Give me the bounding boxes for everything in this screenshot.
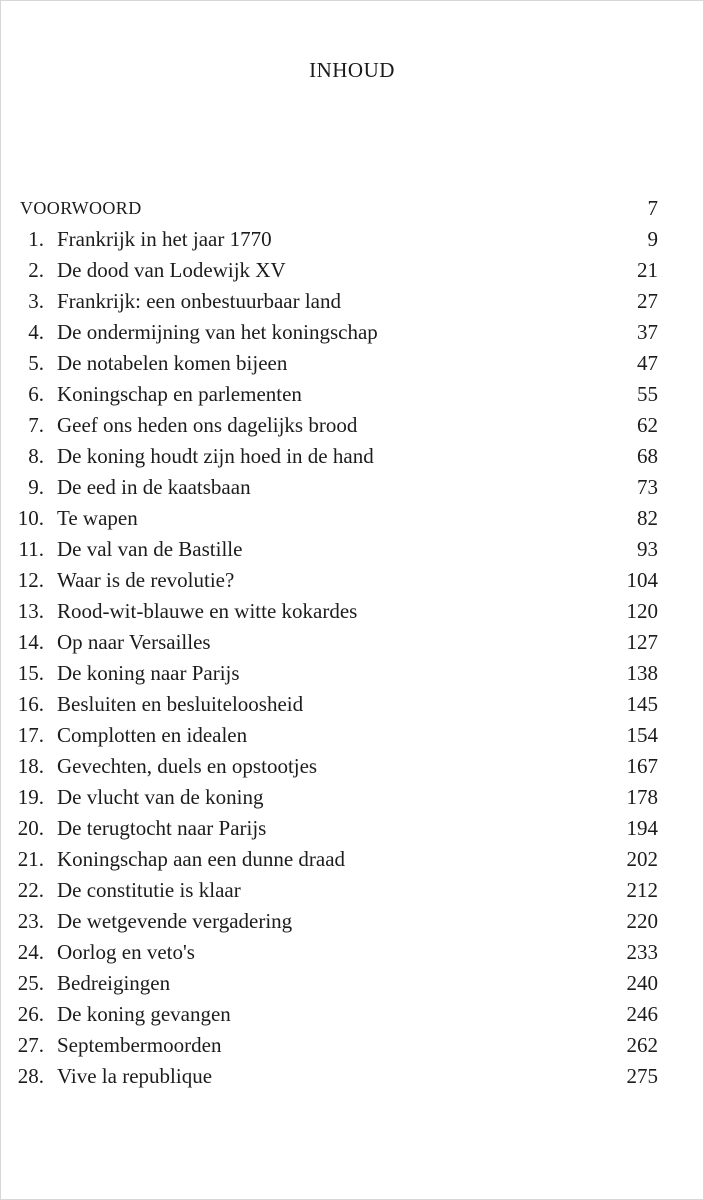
chapter-title: De wetgevende vergadering (57, 909, 293, 933)
chapter-title: Op naar Versailles (57, 630, 211, 654)
chapter-page-number: 127 (626, 630, 658, 654)
chapter-title: De constitutie is klaar (57, 878, 241, 902)
toc-chapter-row (17, 999, 658, 1030)
toc-chapter-row (17, 689, 658, 720)
chapter-title: De koning houdt zijn hoed in de hand (57, 444, 374, 468)
chapter-page-number: 154 (626, 723, 658, 747)
chapter-page-number: 21 (637, 258, 658, 282)
chapter-number: 25. (17, 971, 44, 995)
chapter-page-number: 212 (626, 878, 658, 902)
chapter-number: 27. (17, 1033, 44, 1057)
chapter-title: Koningschap en parlementen (57, 382, 302, 406)
chapter-title: Complotten en idealen (57, 723, 248, 747)
toc-chapter-row (17, 720, 658, 751)
toc-chapter-row (17, 379, 658, 410)
toc-chapter-row (17, 1030, 658, 1061)
chapter-page-number: 120 (626, 599, 658, 623)
chapter-page-number: 194 (626, 816, 658, 840)
toc-chapter-row (17, 286, 658, 317)
chapter-number: 6. (28, 382, 44, 406)
chapter-page-number: 220 (626, 909, 658, 933)
foreword-page-number: 7 (647, 196, 658, 220)
chapter-number: 22. (17, 878, 44, 902)
chapter-page-number: 104 (626, 568, 658, 592)
toc-chapter-row (17, 503, 658, 534)
chapter-title: Oorlog en veto's (57, 940, 195, 964)
chapter-title: De eed in de kaatsbaan (57, 475, 251, 499)
chapter-page-number: 262 (626, 1033, 658, 1057)
toc-chapter-row (17, 317, 658, 348)
chapter-list (17, 224, 658, 1092)
table-of-contents (17, 193, 658, 1092)
chapter-page-number: 246 (626, 1002, 658, 1026)
chapter-title: Gevechten, duels en opstootjes (57, 754, 318, 778)
chapter-page-number: 178 (626, 785, 658, 809)
chapter-title: De notabelen komen bijeen (57, 351, 288, 375)
toc-chapter-row (17, 751, 658, 782)
chapter-title: Frankrijk in het jaar 1770 (57, 227, 272, 251)
toc-chapter-row (17, 410, 658, 441)
chapter-number: 20. (17, 816, 44, 840)
chapter-page-number: 275 (626, 1064, 658, 1088)
toc-chapter-row (17, 782, 658, 813)
chapter-page-number: 202 (626, 847, 658, 871)
chapter-number: 3. (28, 289, 44, 313)
toc-chapter-row (17, 844, 658, 875)
toc-chapter-row (17, 255, 658, 286)
chapter-title: Te wapen (57, 506, 138, 530)
chapter-page-number: 167 (626, 754, 658, 778)
toc-chapter-row (17, 658, 658, 689)
chapter-title: De dood van Lodewijk XV (57, 258, 286, 282)
chapter-title: Septembermoorden (57, 1033, 222, 1057)
toc-chapter-row (17, 596, 658, 627)
chapter-number: 14. (17, 630, 44, 654)
chapter-title: De vlucht van de koning (57, 785, 264, 809)
chapter-page-number: 62 (637, 413, 658, 437)
chapter-title: Rood-wit-blauwe en witte kokardes (57, 599, 358, 623)
chapter-title: Vive la republique (57, 1064, 213, 1088)
chapter-page-number: 27 (637, 289, 658, 313)
toc-chapter-row (17, 472, 658, 503)
chapter-title: Besluiten en besluiteloosheid (57, 692, 304, 716)
chapter-number: 4. (28, 320, 44, 344)
toc-chapter-row (17, 441, 658, 472)
toc-foreword-row (17, 193, 658, 224)
toc-chapter-row (17, 937, 658, 968)
chapter-number: 15. (17, 661, 44, 685)
toc-chapter-row (17, 224, 658, 255)
chapter-number: 23. (17, 909, 44, 933)
chapter-title: De koning naar Parijs (57, 661, 240, 685)
chapter-title: Koningschap aan een dunne draad (57, 847, 346, 871)
chapter-page-number: 9 (647, 227, 658, 251)
toc-chapter-row (17, 968, 658, 999)
chapter-title: De terugtocht naar Parijs (57, 816, 267, 840)
toc-chapter-row (17, 875, 658, 906)
chapter-title: De ondermijning van het koningschap (57, 320, 378, 344)
chapter-page-number: 55 (637, 382, 658, 406)
chapter-number: 5. (28, 351, 44, 375)
chapter-page-number: 68 (637, 444, 658, 468)
chapter-number: 12. (17, 568, 44, 592)
chapter-page-number: 37 (637, 320, 658, 344)
page-title: INHOUD (309, 58, 395, 82)
toc-chapter-row (17, 813, 658, 844)
chapter-page-number: 93 (637, 537, 658, 561)
toc-chapter-row (17, 906, 658, 937)
chapter-title: De koning gevangen (57, 1002, 231, 1026)
toc-chapter-row (17, 534, 658, 565)
chapter-number: 26. (17, 1002, 44, 1026)
chapter-number: 11. (18, 537, 44, 561)
chapter-number: 8. (28, 444, 44, 468)
chapter-number: 21. (17, 847, 44, 871)
chapter-title: Waar is de revolutie? (57, 568, 235, 592)
chapter-page-number: 82 (637, 506, 658, 530)
chapter-title: Geef ons heden ons dagelijks brood (57, 413, 358, 437)
toc-chapter-row (17, 1061, 658, 1092)
chapter-number: 19. (17, 785, 44, 809)
chapter-number: 17. (17, 723, 44, 747)
chapter-title: Frankrijk: een onbestuurbaar land (57, 289, 341, 313)
chapter-number: 10. (17, 506, 44, 530)
toc-chapter-row (17, 627, 658, 658)
chapter-page-number: 73 (637, 475, 658, 499)
chapter-number: 7. (28, 413, 44, 437)
foreword-label: VOORWOORD (20, 198, 142, 218)
chapter-number: 1. (28, 227, 44, 251)
chapter-page-number: 145 (626, 692, 658, 716)
chapter-page-number: 233 (626, 940, 658, 964)
chapter-number: 24. (17, 940, 44, 964)
chapter-number: 9. (28, 475, 44, 499)
chapter-page-number: 138 (626, 661, 658, 685)
toc-chapter-row (17, 348, 658, 379)
chapter-title: Bedreigingen (57, 971, 171, 995)
chapter-title: De val van de Bastille (57, 537, 243, 561)
chapter-number: 28. (17, 1064, 44, 1088)
chapter-number: 13. (17, 599, 44, 623)
chapter-page-number: 47 (637, 351, 658, 375)
chapter-page-number: 240 (626, 971, 658, 995)
chapter-number: 16. (17, 692, 44, 716)
chapter-number: 18. (17, 754, 44, 778)
toc-chapter-row (17, 565, 658, 596)
chapter-number: 2. (28, 258, 44, 282)
